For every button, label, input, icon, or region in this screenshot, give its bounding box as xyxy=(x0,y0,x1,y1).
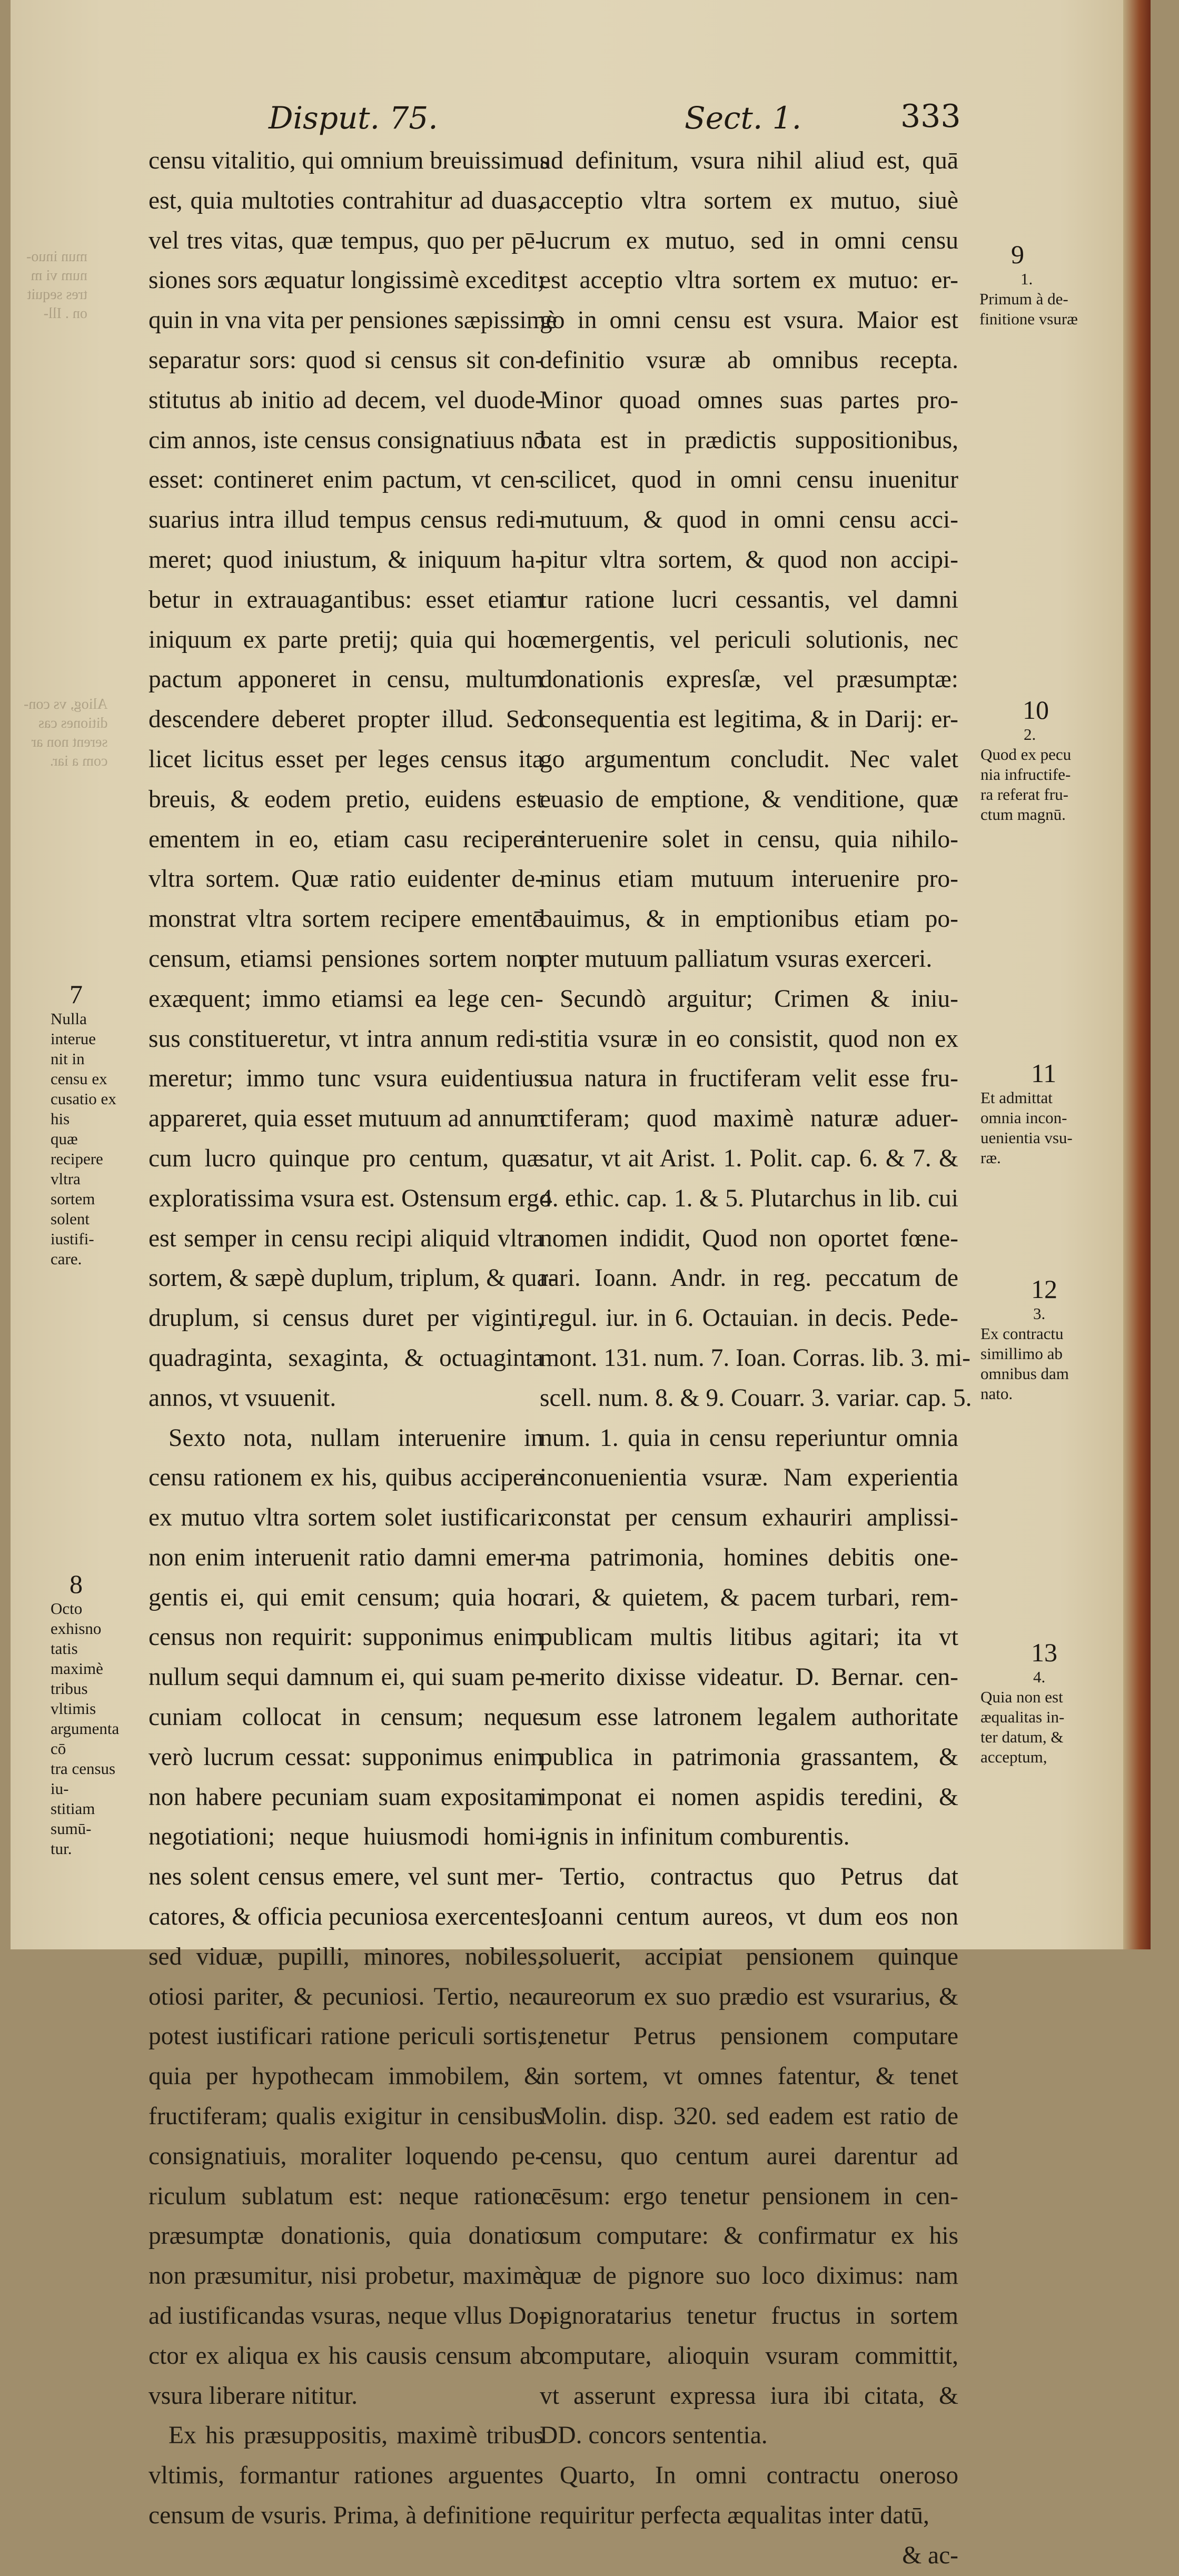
margin-note-text: Octo exhisno tatis maximè tribus vltimis argumenta cō tra census iu- stitiam sumū- tur. xyxy=(51,1599,120,1858)
text-line: fructiferam; qualis exigitur in censibus xyxy=(148,2103,543,2131)
text-line: lucrum ex mutuo, sed in omni censu xyxy=(540,226,958,254)
text-line: stitia vsuræ in eo consistit, quod non ex xyxy=(540,1025,958,1053)
text-line: consignatiuis, moraliter loquendo pe- xyxy=(148,2142,543,2170)
text-line: sua natura in fructiferam velit esse fru- xyxy=(540,1065,958,1093)
text-line: non habere pecuniam suam expositam xyxy=(148,1783,543,1811)
text-line: potest iustificari ratione periculi sortis, xyxy=(148,2023,543,2050)
text-line: computare, alioquin vsuram committit, xyxy=(540,2342,958,2370)
text-line: 4. ethic. cap. 1. & 5. Plutarchus in lib. cui xyxy=(540,1184,958,1212)
text-line: iniquum ex parte pretij; quia qui hoc xyxy=(148,626,543,653)
text-line: præsumptæ donationis, quia donatio xyxy=(148,2222,543,2250)
margin-note-number: 12 xyxy=(1031,1274,1057,1304)
text-line: separatur sors: quod si census sit con- xyxy=(148,346,543,374)
left-text-column xyxy=(148,141,557,2536)
text-line: siones sors æquatur longissimè excedit; xyxy=(148,266,544,294)
text-line: rari, & quietem, & pacem turbari, rem- xyxy=(540,1583,958,1611)
text-line: imponat ei nomen aspidis teredini, & xyxy=(540,1783,958,1811)
margin-note-11: 11 Et admittat omnia incon- uenientia vsu- ræ. xyxy=(980,1058,1107,1168)
text-line: ctiferam; quod maximè naturæ aduer- xyxy=(540,1105,958,1133)
text-line: Tertio, contractus quo Petrus dat xyxy=(560,1863,958,1891)
text-line: cim annos, iste census consignatiuus nō xyxy=(148,426,546,454)
text-line: num. 1. quia in censu reperiuntur omnia xyxy=(540,1424,958,1452)
margin-note-number: 13 xyxy=(1031,1638,1057,1667)
page-edge xyxy=(1123,0,1151,1949)
text-line: sed viduæ, pupilli, minores, nobiles, xyxy=(148,1943,543,1970)
text-line: catores, & officia pecuniosa exercentes; xyxy=(148,1903,548,1931)
text-line: aureorum ex suo prædio est vsurarius, & xyxy=(540,1983,958,2010)
text-line: censu vitalitio, qui omnium breuissimus xyxy=(148,147,550,174)
page-number: 333 xyxy=(900,98,961,135)
text-line: est semper in censu recipi aliquid vltra xyxy=(148,1224,543,1252)
text-line: vel tres vitas, quæ tempus, quo per pē- xyxy=(148,226,543,254)
text-line: tur ratione lucri cessantis, vel damni xyxy=(540,586,958,613)
margin-note-number: 10 xyxy=(1023,695,1049,725)
text-line: inconuenientia vsuræ. Nam experientia xyxy=(540,1464,958,1492)
text-line: euasio de emptione, & venditione, quæ xyxy=(540,785,958,813)
text-line: bauimus, & in emptionibus etiam po- xyxy=(540,905,958,933)
text-line: breuis, & eodem pretio, euidens est xyxy=(148,785,543,813)
text-line: pitur vltra sortem, & quod non accipi- xyxy=(540,546,958,573)
text-line: satur, vt ait Arist. 1. Polit. cap. 6. & 7. & xyxy=(540,1144,958,1172)
text-line: definitio vsuræ ab omnibus recepta. xyxy=(540,346,958,374)
text-line: meretur; immo tunc vsura euidentius xyxy=(148,1065,543,1093)
margin-note-9: 9 1. Primum à de- finitione vsuræ xyxy=(979,240,1106,329)
text-line: ad definitum, vsura nihil aliud est, quā xyxy=(540,147,958,174)
text-line: Quarto, In omni contractu oneroso xyxy=(560,2462,958,2490)
text-line: exploratissima vsura est. Ostensum ergo xyxy=(148,1184,552,1212)
text-line: pter mutuum palliatum vsuras exerceri. xyxy=(540,945,933,973)
text-line: vt asserunt expressa iura ibi citata, & xyxy=(540,2382,958,2410)
text-line: bata est in prædictis suppositionibus, xyxy=(540,426,958,454)
text-line: nes solent census emere, vel sunt mer- xyxy=(148,1863,543,1891)
text-line: suarius intra illud tempus census redi- xyxy=(148,506,543,534)
text-line: merito dixisse videatur. D. Bernar. cen- xyxy=(540,1663,958,1691)
text-line: ma patrimonia, homines debitis one- xyxy=(540,1543,958,1571)
text-line: est, quia multoties contrahitur ad duas, xyxy=(148,186,543,214)
text-line: soluerit, accipiat pensionem quinque xyxy=(540,1943,958,1970)
text-line: vsura liberare nititur. xyxy=(148,2382,358,2410)
text-line: verò lucrum cessat: supponimus enim xyxy=(148,1743,543,1771)
text-line: consequentia est legitima, & in Darij: er- xyxy=(540,706,958,734)
margin-note-number: 9 xyxy=(1011,240,1024,269)
margin-note-7 xyxy=(51,979,124,1269)
text-line: ctor ex aliqua ex his causis censum ab xyxy=(148,2342,543,2370)
text-line: druplum, si census duret per viginti, xyxy=(148,1304,543,1332)
book-page xyxy=(11,0,1151,2569)
text-line: censum, etiamsi pensiones sortem non xyxy=(148,945,543,973)
text-line: nullum sequi damnum ei, qui suam pe- xyxy=(148,1663,543,1691)
text-line: stitutus ab initio ad decem, vel duode- xyxy=(148,386,543,414)
text-line: emergentis, vel periculi solutionis, nec xyxy=(540,626,958,653)
text-line: gentis ei, qui emit censum; quia hoc xyxy=(148,1583,543,1611)
text-line: cum lucro quinque pro centum, quæ xyxy=(148,1144,543,1172)
text-line: pignoratarius tenetur fructus in sortem xyxy=(540,2302,958,2330)
text-line: DD. concors sententia. xyxy=(540,2422,768,2450)
text-line: nomen indidit, Quod non oportet fœne- xyxy=(540,1224,958,1252)
margin-note-number: 7 xyxy=(70,979,83,1009)
text-line: cēsum: ergo tenetur pensionem in cen- xyxy=(540,2182,958,2210)
text-line: & ac- xyxy=(902,2541,958,2569)
text-line: annos, vt vsuuenit. xyxy=(148,1384,336,1412)
text-line: publica in patrimonia grassantem, & xyxy=(540,1743,958,1771)
text-line: quadraginta, sexaginta, & octuaginta xyxy=(148,1344,543,1372)
margin-note-number: 8 xyxy=(70,1569,83,1599)
text-line: interuenire solet in censu, quia nihilo- xyxy=(540,825,958,853)
text-line: mont. 131. num. 7. Ioan. Corras. lib. 3. mi- xyxy=(540,1344,970,1372)
text-line: censu rationem ex his, quibus accipere xyxy=(148,1464,543,1492)
text-line: betur in extrauagantibus: esset etiam xyxy=(148,586,543,613)
text-line: sum esse latronem legalem authoritate xyxy=(540,1703,958,1731)
text-line: scell. num. 8. & 9. Couarr. 3. variar. cap. 5. xyxy=(540,1384,972,1412)
text-line: Ex his præsuppositis, maximè tribus xyxy=(169,2422,543,2450)
text-line: Secundò arguitur; Crimen & iniu- xyxy=(560,985,958,1013)
text-line: otiosi pariter, & pecuniosi. Tertio, nec xyxy=(148,1983,543,2010)
text-line: est acceptio vltra sortem ex mutuo: er- xyxy=(540,266,958,294)
bleed-through-left-mid: Aliog, vs con- ditiones cas serent non ar com a iar. xyxy=(24,696,108,769)
margin-note-number: 11 xyxy=(1031,1058,1057,1088)
text-line: meret; quod iniustum, & iniquum ha- xyxy=(148,546,543,573)
text-line: publicam multis litibus agitari; ita vt xyxy=(540,1623,958,1651)
text-line: Minor quoad omnes suas partes pro- xyxy=(540,386,958,414)
margin-note-text: Nulla interue nit in censu ex cusatio ex his quæ recipere vltra sortem solent iustifi- care. xyxy=(51,1009,116,1268)
text-line: tenetur Petrus pensionem computare xyxy=(540,2023,958,2050)
text-line: ex mutuo vltra sortem solet iustificari: xyxy=(148,1504,543,1532)
text-line: licet licitus esset per leges census ita xyxy=(148,745,543,773)
text-line: acceptio vltra sortem ex mutuo, siuè xyxy=(540,186,958,214)
text-line: donationis expresſæ, vel præsumptæ: xyxy=(540,666,958,693)
text-line: ignis in infinitum comburentis. xyxy=(540,1823,850,1851)
text-line: rari. Ioann. Andr. in reg. peccatum de xyxy=(540,1264,958,1292)
text-line: monstrat vltra sortem recipere ementē xyxy=(148,905,543,933)
text-line: Molin. disp. 320. sed eadem est ratio de xyxy=(540,2103,958,2131)
running-head-center: Sect. 1. xyxy=(685,100,802,136)
text-line: go argumentum concludit. Nec valet xyxy=(540,745,958,773)
text-line: quia per hypothecam immobilem, & xyxy=(148,2063,543,2090)
text-line: esset: contineret enim pactum, vt cen- xyxy=(148,466,543,494)
text-line: non enim interuenit ratio damni emer- xyxy=(148,1543,543,1571)
text-line: quæ de pignore suo loco diximus: nam xyxy=(540,2262,958,2290)
text-line: regul. iur. in 6. Octauian. in decis. Pede- xyxy=(540,1304,958,1332)
text-line: sum computare: & confirmatur ex his xyxy=(540,2222,958,2250)
text-line: minus etiam mutuum interuenire pro- xyxy=(540,865,958,893)
text-line: mutuum, & quod in omni censu acci- xyxy=(540,506,958,534)
text-line: cuniam collocat in censum; neque xyxy=(148,1703,543,1731)
text-line: sus constitueretur, vt intra annum redi- xyxy=(148,1025,543,1053)
running-head-left: Disput. 75. xyxy=(269,100,438,136)
text-line: sortem, & sæpè duplum, triplum, & qua- xyxy=(148,1264,557,1292)
margin-note-8 xyxy=(51,1569,124,1859)
text-line: census non requirit: supponimus enim xyxy=(148,1623,543,1651)
margin-note-12: 12 3. Ex contractu simillimo ab omnibus dam nato. xyxy=(980,1274,1107,1404)
text-line: appareret, quia esset mutuum ad annum xyxy=(148,1105,546,1133)
right-text-column xyxy=(540,141,972,2576)
text-line: negotiationi; neque huiusmodi homi- xyxy=(148,1823,543,1851)
text-line: go in omni censu est vsura. Maior est xyxy=(540,306,958,334)
text-line: censu, quo centum aurei darentur ad xyxy=(540,2142,958,2170)
text-line: Sexto nota, nullam interuenire in xyxy=(169,1424,543,1452)
text-line: Ioanni centum aureos, vt dum eos non xyxy=(540,1903,958,1931)
text-line: quin in vna vita per pensiones sæpissimè xyxy=(148,306,557,334)
text-line: in sortem, vt omnes fatentur, & tenet xyxy=(540,2063,958,2090)
text-line: vltimis, formantur rationes arguentes xyxy=(148,2462,543,2490)
text-line: ementem in eo, etiam casu recipere xyxy=(148,825,543,853)
text-line: descendere deberet propter illud. Sed xyxy=(148,706,543,734)
text-line: scilicet, quod in omni censu inuenitur xyxy=(540,466,958,494)
text-line: pactum apponeret in censu, multum xyxy=(148,666,543,693)
text-line: ad iustificandas vsuras, neque vllus Do- xyxy=(148,2302,548,2330)
margin-note-13: 13 4. Quia non est æqualitas in- ter datum, & acceptum, xyxy=(980,1638,1107,1767)
text-line: requiritur perfecta æqualitas inter datū, xyxy=(540,2502,929,2530)
text-line: riculum sublatum est: neque ratione xyxy=(148,2182,543,2210)
text-line: censum de vsuris. Prima, à definitione xyxy=(148,2502,531,2530)
margin-note-10: 10 2. Quod ex pecu nia infructife- ra referat fru- ctum magnū. xyxy=(980,695,1107,825)
text-line: vltra sortem. Quæ ratio euidenter de- xyxy=(148,865,543,893)
text-line: constat per censum exhauriri amplissi- xyxy=(540,1504,958,1532)
text-line: exæquent; immo etiamsi ea lege cen- xyxy=(148,985,543,1013)
bleed-through-left-top: mun inuo- num vi m tres sequit on . Ill- xyxy=(26,249,87,322)
text-line: non præsumitur, nisi probetur, maximè xyxy=(148,2262,543,2290)
